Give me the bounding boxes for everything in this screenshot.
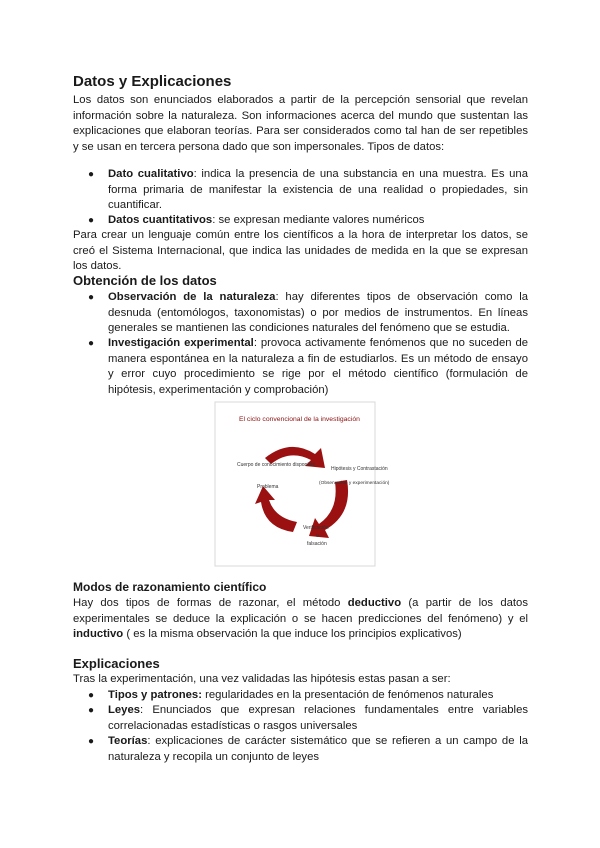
bullet-icon: ● [88,292,95,303]
page-title: Datos y Explicaciones [73,73,232,90]
term: Dato cualitativo [108,168,194,180]
text: ( es la misma observación la que induce los principios explicativos) [123,628,462,640]
section-heading-modos: Modos de razonamiento científico [73,580,267,594]
right-sublabel: (Observación y experimentación) [319,481,390,486]
bottom-label-1: Verificación [303,525,329,531]
list-item [88,213,528,229]
research-cycle-figure [215,402,390,566]
bullet-icon: ● [88,736,95,747]
lenguaje-paragraph: Para crear un lenguaje común entre los científicos a la hora de interpretar los datos, se creó el Sistema Internacional, que indica las unidades de medida en la que se expresan los datos. [73,229,528,272]
definition: : indica la presencia de una substancia en una muestra. Es una forma primaria de manifestar la existencia de una realidad o propiedades, sin cuantificar. [108,168,528,211]
term: deductivo [347,597,402,609]
figure-title: El ciclo convencional de la investigación [239,416,360,423]
definition: : hay diferentes tipos de observación como la desnuda (entomólogos, taxonomistas) o por medios de instrumentos. En líneas generales se mantienen las condiciones naturales del fenómeno que se estudia. [108,291,528,334]
bottom-label-2: o [316,533,319,539]
term: Tipos y patrones: [108,689,202,701]
text: (a partir de los datos experimentales se deduce la explicación o se hacen predicciones del fenómeno) y el [73,597,528,625]
term: Teorías [108,735,148,747]
left-label: Cuerpo de conocimiento disponible [237,462,316,468]
intro-paragraph: Los datos son enunciados elaborados a partir de la percepción sensorial que revelan información sobre la naturaleza. Son informaciones acerca del mundo que sustentan las explicaciones que elaboran teorías. Para ser considerados como tal han de ser repetibles y se usan en tercera persona dado que son impersonales. Tipos de datos: [73,94,528,153]
list-item [88,703,528,734]
bullet-icon: ● [88,690,95,701]
explicaciones-intro: Tras la experimentación, una vez validadas las hipótesis estas pasan a ser: [73,673,451,685]
list-item [88,167,528,214]
definition: : se expresan mediante valores numéricos [212,214,425,226]
term: inductivo [73,628,124,640]
bullet-icon: ● [88,169,95,180]
bottom-label-3: falsación [307,541,327,547]
bullet-icon: ● [88,338,95,349]
list-item [88,336,529,398]
definition: : explicaciones de carácter sistemático que se refieren a un campo de la naturaleza y recopila un conjunto de leyes [108,735,528,763]
list-item [88,290,528,337]
term: Leyes [108,704,141,716]
left-sublabel: Problema [257,484,279,490]
definition: regularidades en la presentación de fenómenos naturales [201,689,494,701]
term: Investigación experimental [108,337,254,349]
definition: : Enunciados que expresan relaciones fundamentales entre variables correlacionadas estadísticas o rasgos universales [108,704,528,732]
term: Observación de la naturaleza [108,291,276,303]
section-heading-obtencion: Obtención de los datos [73,273,217,288]
definition: : provoca activamente fenómenos que no suceden de manera espontánea en la naturaleza a fin de estudiarlos. Es un método de ensayo y error cuyo procedimiento se rige por el método científico (formulación de hipótesis, experimentación y comprobación) [108,337,529,396]
section-heading-explicaciones: Explicaciones [73,656,160,671]
right-label: Hipótesis y Contrastación [331,466,388,472]
term: Datos cuantitativos [108,214,213,226]
modos-paragraph [73,596,528,643]
bullet-icon: ● [88,215,95,226]
text: Hay dos tipos de formas de razonar, el método [73,597,348,609]
list-item [88,688,528,704]
list-item [88,734,528,765]
bullet-icon: ● [88,705,95,716]
